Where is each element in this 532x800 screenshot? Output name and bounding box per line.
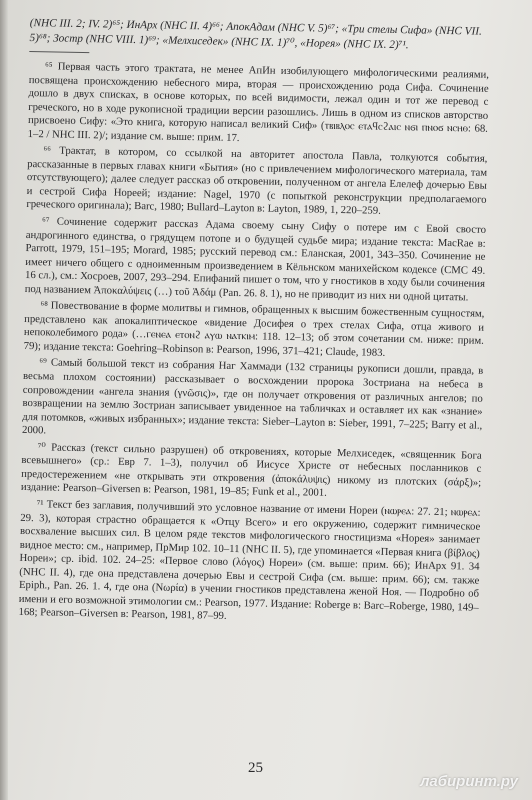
footnote-66: ⁶⁶ Трактат, в котором, со ссылкой на авторитет апостола Павла, толкуются события, рассказанные в первых главах книги «Бытия» (но с привлечением мифологического материала, там отсутствующего); далее следует рассказ об откровении, полученном от ангела Елелеф дочерью Евы и сестрой Сифа Нореей; издание: Nagel, 1970 (с попыткой реконструкции предполагаемого греческого оригинала); Barc, 1980; Bullard–Layton в: Layton, 1989, 1, 220–259. (26, 144, 488, 218)
footnote-67: ⁶⁷ Сочинение содержит рассказ Адама своему сыну Сифу о потере им с Евой свосто андрогинного единства, о грядущем потопе и о будущей судьбе мира; издание текста: MacRae в: Parrott, 1979, 151–195; Morard, 1985; русский перевод см.: Еланская, 2001, 343–350. Сочинение не имеет ничего общего с одноименным произведением в Кёльнском манихейском кодексе (CMC 49. 16 сл.), см.: Хосроев, 2007, 293–294. Епифаний пишет о том, что у гностиков в ходу были сочинения под названием Ἀποκαλύψεις (…) τοῦ Ἀδάμ (Pan. 26. 8. 1), но не приводит из них ни одной цитаты. (24, 215, 487, 304)
footnote-68: ⁶⁸ Повествование в форме молитвы и гимнов, обращенных к высшим божественным сущностям, представлено как апокалиптическое «видение Досифея о трех стелах Сифа, отца живого и непоколебимого рода» (…ⲅⲉⲛⲉⲁ ⲉⲧⲟⲛϩ ⲁⲩⲱ ⲛⲁⲧⲕⲓⲙ: 118. 12–13; об этом сочетании см. ниже: прим. 79); издание текста: Goehring–Robinson в: Pearson, 1996, 371–421; Claude, 1983. (23, 299, 485, 359)
footnote-65: ⁶⁵ Первая часть этого трактата, не менее АпИн изобилующего мифологическими реалиями, посвящена происхождению небесного мира, вторая — происхождению рода Сифа. Сочинение дошло в двух списках, в основе которых, по всей видимости, лежал один и тот же перевод с греческого, но в ходе рукописной традиции версии разошлись. Лишь в одном из списков авторство присвоено Сифу: «Это книга, которую написал великий Сиф» (ⲧⲃⲓⲃⲗⲟⲥ ⲉⲧⲁϥⲥϩⲁⲓⲥ ⲛϭⲓ ⲡⲛⲟϭ ⲛⲥⲏⲑ: 68. 1–2 / NHC III. 2)/; издание см. выше: прим. 17. (27, 60, 490, 144)
main-text-tail: (NHC III. 2; IV. 2)⁶⁵; ИнАрх (NHC II. 4)⁶⁶; АпокАдам (NHC V. 5)⁶⁷; «Три стелы Сифа» (NHC VII. 5)⁶⁸; Зостр (NHC VIII. 1)⁶⁹; «Мелхиседек» (NHC IX. 1)⁷⁰, «Норея» (NHC IX. 2)⁷¹. (29, 16, 482, 51)
footnote-separator (29, 51, 89, 53)
footnote-69: ⁶⁹ Самый большой текст из собрания Наг Хаммади (132 страницы рукописи дошли, правда, в весьма плохом состоянии) рассказывает о восхождении пророка Зостриана на небеса в сопровождении «ангела знания (γνῶσις)», где он получает откровения от различных ангелов; по возвращении на землю Зостриан записывает увиденное на табличках и оставляет их как «знание» для потомков, «живых избранных»; издание текста: Sieber–Layton в: Sieber, 1991, 7–225; Barry et al., 2000. (21, 356, 484, 437)
watermark-logo: лабиринт.ру (420, 773, 518, 790)
page-spine-shadow (0, 0, 8, 800)
footnote-71: ⁷¹ Текст без заглавия, получивший это условное название от имени Нореи (ⲛⲱⲣⲉⲁ: 27. 21; ⲛⲱⲣⲉⲁ: 29. 3), которая страстно обращается к «Отцу Всего» и его окружению, содержит гимническое восхваление высших сил. В целом ряде текстов мифологического гностицизма «Норея» занимает видное место: см., например, ПрМир 102. 10–11 (NHC II. 5), где упоминается «Первая книга (βίβλος) Нореи»; ср. ibid. 102. 24–25: «Первое слово (λόγος) Нореи» (см. выше: прим. 66); ИнАрх 91. 34 (NHC II. 4), где она представлена дочерью Евы и сестрой Сифа (см. выше: прим. 66); см. также Epiph., Pan. 26. 1. 4, где она (Νωρία) в учении гностиков представлена женой Ноя. — Подробно об имени и его возможной этимологии см.: Pearson, 1977. Издание: Roberge в: Barc–Roberge, 1980, 149–168; Pearson–Giversen в: Pearson, 1981, 87–99. (18, 498, 481, 623)
page-number: 25 (248, 760, 263, 776)
page-text-block (18, 16, 490, 632)
footnote-70: ⁷⁰ Рассказ (текст сильно разрушен) об откровениях, которые Мелхиседек, «священник Бога всевышнего» (ср.: Евр 7. 1–3), получил об Иисусе Христе от небесных посланников с предостережением «не открывать эти откровения (ἀποκάλυψις) никому из плотских (σάρξ)»; издание: Pearson–Giversen в: Pearson, 1981, 19–85; Funk et al., 2001. (20, 440, 482, 500)
